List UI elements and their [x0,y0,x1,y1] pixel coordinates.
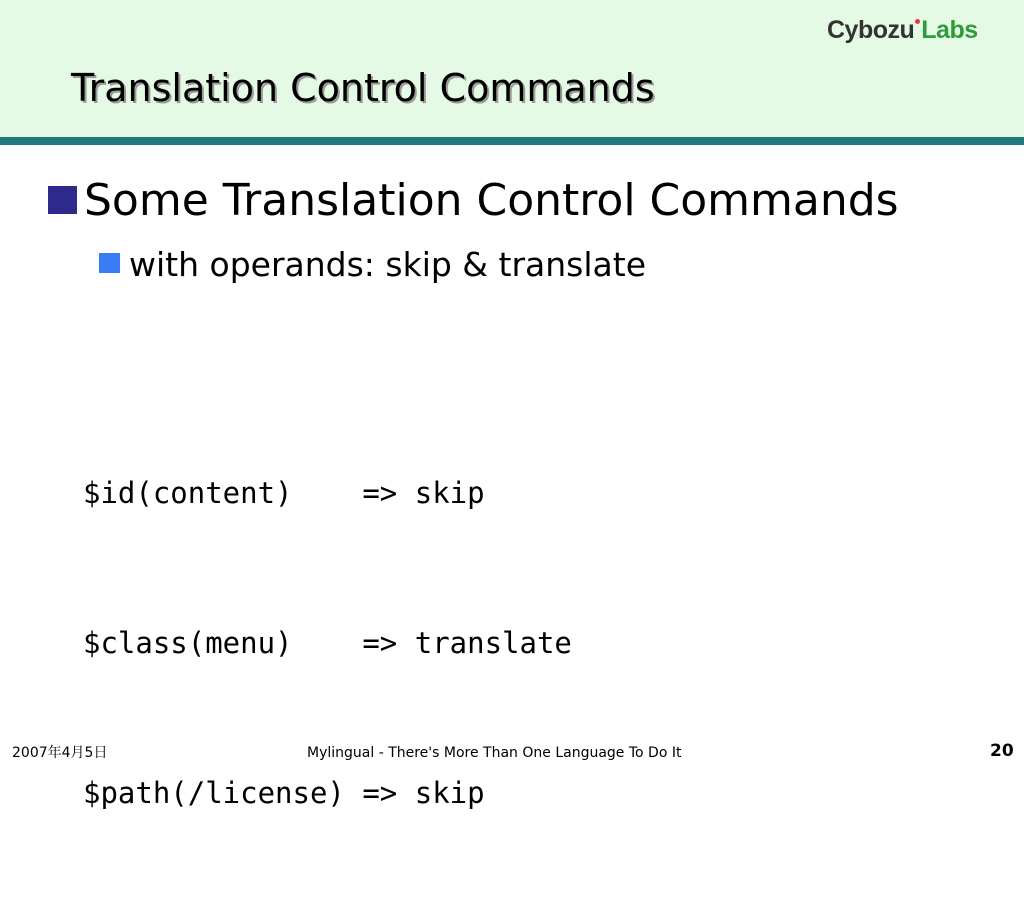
footer-title: Mylingual - There's More Than One Language To Do It [307,745,682,761]
company-logo [827,14,978,46]
code-line: $path(/license) => skip [83,776,485,810]
square-bullet-icon [99,253,120,273]
logo-dot [915,19,920,24]
footer-date: 2007年4月5日 [12,745,108,761]
bullet-text: Some Translation Control Commands [84,175,899,226]
square-bullet-icon [48,186,77,214]
code-line: $id(content) => skip [83,476,485,510]
logo-text-labs: Labs [921,16,978,44]
code-block [83,368,572,918]
slide-title: Translation Control Commands [71,66,655,110]
logo-text-cybozu: Cybozu [827,16,915,44]
code-line: $class(menu) => translate [83,626,572,660]
header-divider [0,137,1024,145]
bullet-text: with operands: skip & translate [129,245,646,284]
slide-header [0,0,1024,137]
page-number: 20 [990,741,1014,761]
